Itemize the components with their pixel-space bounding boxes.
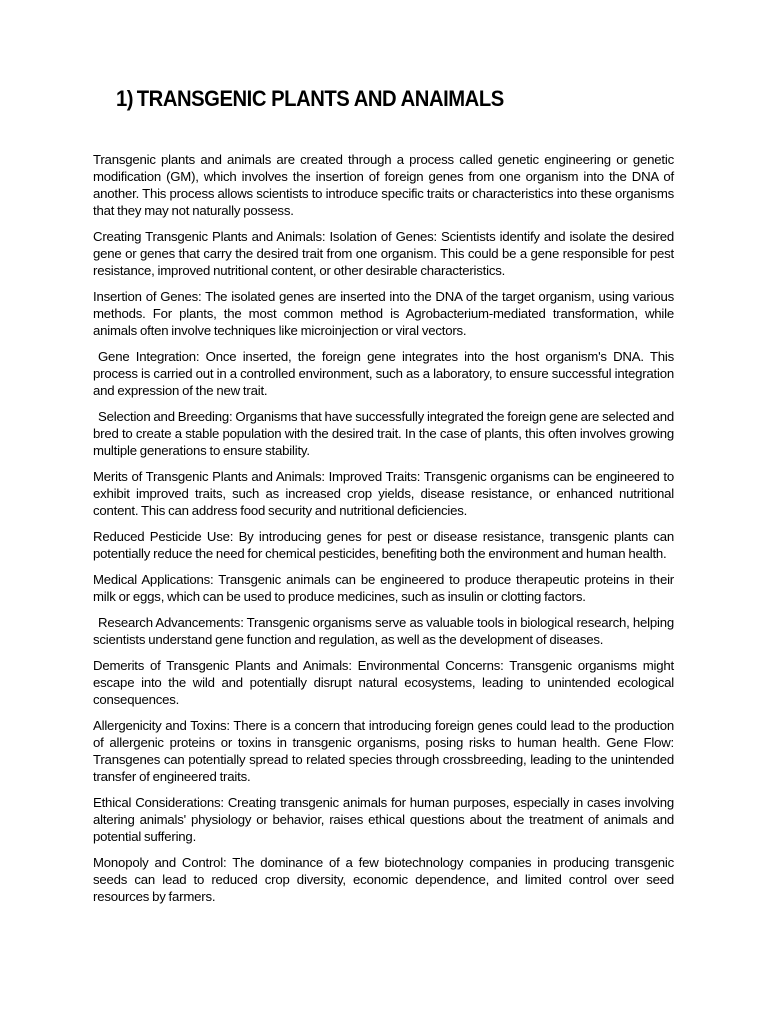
page-heading bbox=[116, 86, 504, 112]
paragraph-monopoly-and-control: Monopoly and Control: The dominance of a few biotechnology companies in producing transgenic seeds can lead to reduced crop diversity, economic dependence, and limited control over seed resources by farmers. bbox=[93, 855, 674, 904]
paragraph-reduced-pesticide-use: Reduced Pesticide Use: By introducing genes for pest or disease resistance, transgenic plants can potentially reduce the need for chemical pesticides, benefiting both the environment and human health. bbox=[93, 529, 674, 561]
paragraph-introduction: Transgenic plants and animals are created through a process called genetic engineering or genetic modification (GM), which involves the insertion of foreign genes from one organism into the DNA of another. This process allows scientists to introduce specific traits or characteristics into these organisms that they may not naturally possess. bbox=[93, 152, 674, 218]
paragraph-allergenicity-and-toxins: Allergenicity and Toxins: There is a concern that introducing foreign genes could lead to the production of allergenic proteins or toxins in transgenic organisms, posing risks to human health. Gene Flow: Transgenes can potentially spread to related species through crossbreeding, leading to the unintended transfer of engineered traits. bbox=[93, 718, 674, 784]
paragraph-insertion-of-genes: Insertion of Genes: The isolated genes are inserted into the DNA of the target organism, using various methods. For plants, the most common method is Agrobacterium-mediated transformation, while animals often involve techniques like microinjection or viral vectors. bbox=[93, 289, 674, 338]
heading-number: 1) bbox=[116, 86, 134, 111]
paragraph-ethical-considerations: Ethical Considerations: Creating transgenic animals for human purposes, especially in cases involving altering animals' physiology or behavior, raises ethical questions about the treatment of animals and potential suffering. bbox=[93, 795, 674, 844]
paragraph-improved-traits: Merits of Transgenic Plants and Animals: Improved Traits: Transgenic organisms can be engineered to exhibit improved traits, such as increased crop yields, disease resistance, or enhanced nutritional content. This can address food security and nutritional deficiencies. bbox=[93, 469, 674, 518]
heading-title: TRANSGENIC PLANTS AND ANAIMALS bbox=[136, 86, 504, 111]
paragraph-selection-and-breeding: Selection and Breeding: Organisms that have successfully integrated the foreign gene are selected and bred to create a stable population with the desired trait. In the case of plants, this often involves growing multiple generations to ensure stability. bbox=[93, 409, 674, 458]
paragraph-medical-applications: Medical Applications: Transgenic animals can be engineered to produce therapeutic proteins in their milk or eggs, which can be used to produce medicines, such as insulin or clotting factors. bbox=[93, 572, 674, 604]
document-body bbox=[93, 151, 674, 914]
paragraph-environmental-concerns: Demerits of Transgenic Plants and Animals: Environmental Concerns: Transgenic organisms might escape into the wild and potentially disrupt natural ecosystems, leading to unintended ecological consequences. bbox=[93, 658, 674, 707]
paragraph-isolation-of-genes: Creating Transgenic Plants and Animals: Isolation of Genes: Scientists identify and isolate the desired gene or genes that carry the desired trait from one organism. This could be a gene responsible for pest resistance, improved nutritional content, or other desirable characteristics. bbox=[93, 229, 674, 278]
paragraph-research-advancements: Research Advancements: Transgenic organisms serve as valuable tools in biological research, helping scientists understand gene function and regulation, as well as the development of diseases. bbox=[93, 615, 674, 647]
paragraph-gene-integration: Gene Integration: Once inserted, the foreign gene integrates into the host organism's DNA. This process is carried out in a controlled environment, such as a laboratory, to ensure successful integration and expression of the new trait. bbox=[93, 349, 674, 398]
